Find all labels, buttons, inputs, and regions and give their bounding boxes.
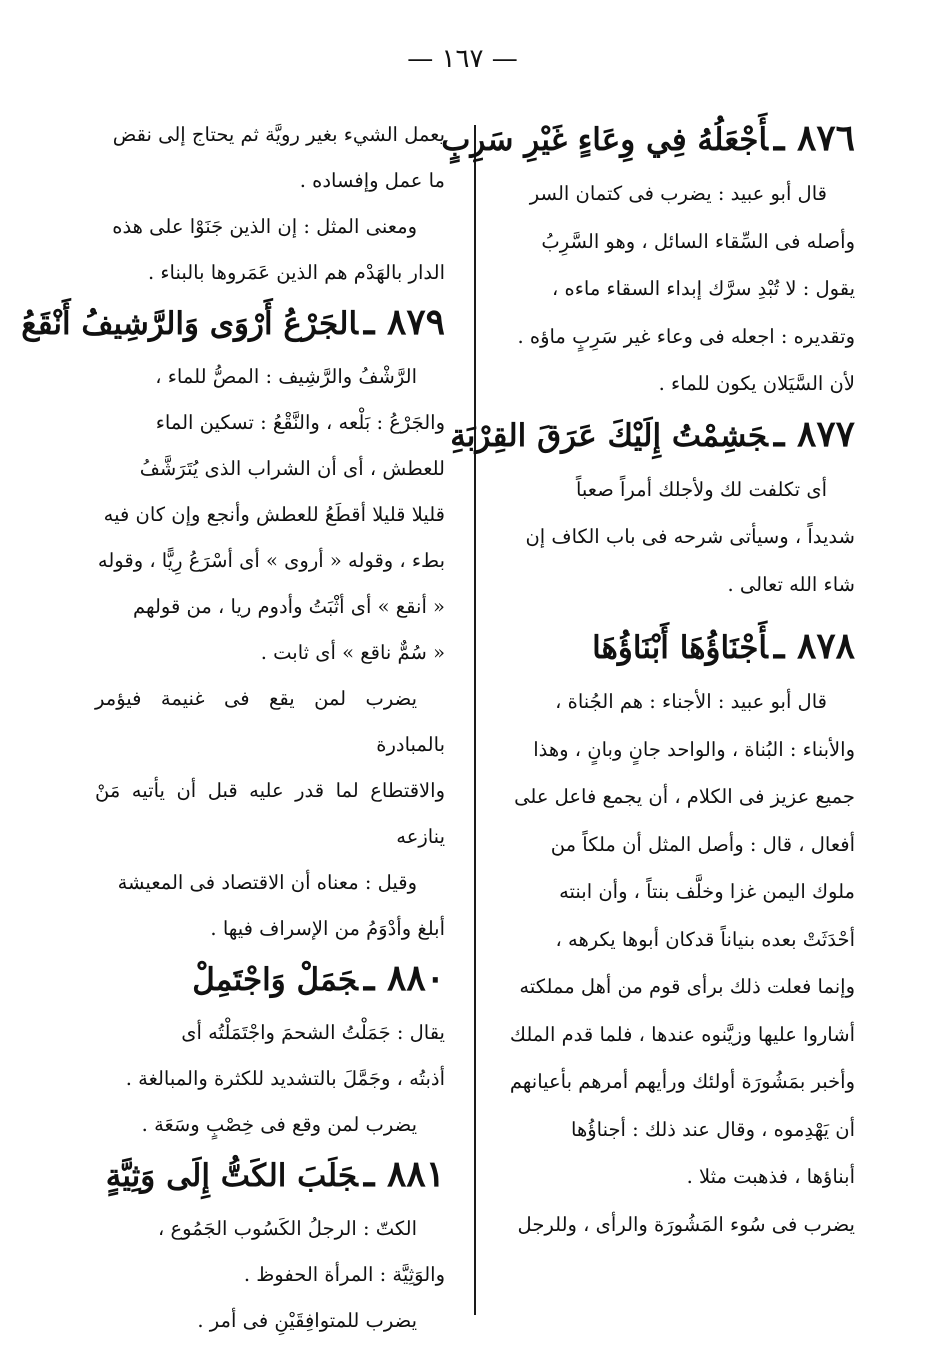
- paragraph-line: أفعال ، قال : وأصل المثل أن ملكاً من: [550, 832, 855, 856]
- paragraph-line: يعمل الشيء بغير رويَّة ثم يحتاج إلى نقض: [112, 123, 445, 146]
- paragraph-line: أبناؤها ، فذهبت مثلا .: [686, 1165, 855, 1188]
- paragraph-line: يقول : لا تُبْدِ سرَّك إبداء السقاء ماءه ،: [552, 277, 855, 300]
- paragraph-line: أحْدَثَتْ بعده بنياناً قدكان أبوها يكرهه ،: [555, 927, 855, 951]
- paragraph-line: قال أبو عبيد : يضرب فى كتمان السر: [529, 182, 827, 205]
- paragraph-line: وتقديره : اجعله فى وعاء غير سَرِبٍ ماؤه .: [517, 324, 855, 348]
- right-column: [441, 112, 855, 1248]
- paragraph-line: وأصله فى السِّقاء السائل ، وهو السَّرِبُ: [541, 229, 855, 253]
- paragraph-line: ما عمل وإفساده .: [299, 169, 445, 192]
- paragraph-line: قليلا قليلا أقطَعُ للعطش وأنجع وإن كان فيه: [103, 503, 445, 526]
- paragraph-line: لأن السَّيَلان يكون للماء .: [658, 372, 855, 395]
- paragraph-line: شديداً ، وسيأتى شرحه فى باب الكاف إن: [525, 525, 855, 548]
- entry-heading: [95, 1152, 445, 1198]
- paragraph-line: الكتّ : الرجلُ الكَسُوب الجَمُوع ،: [158, 1217, 417, 1240]
- entry-title: أَجْعَلُهُ فِي وِعَاءٍ غَيْرِ سَرِبٍ: [441, 122, 768, 158]
- paragraph-line: والأبناء : البُناة ، والواحد جانٍ وبانٍ ، وهذا: [533, 737, 855, 761]
- entry-number: ٨٧٩ ـ: [363, 301, 445, 343]
- entry-title: جَلَبَ الكَتُّ إِلَى وَثِيَّةٍ: [105, 1158, 358, 1194]
- entry-880: [95, 956, 445, 1148]
- paragraph-line: يضرب فى سُوء المَشُورَة والرأى ، وللرجل: [517, 1212, 855, 1236]
- paragraph-line: ومعنى المثل : إن الذين جَنَوْا على هذه: [112, 215, 417, 238]
- entry-877: [450, 412, 855, 609]
- entry-number: ٨٧٦ ـ: [773, 117, 855, 159]
- entry-881: [95, 1152, 445, 1344]
- paragraph-line: يضرب لمن وقع فى خِصْبٍ وسَعَة .: [141, 1113, 417, 1136]
- paragraph-line: « أنقع » أى أثْبَتُ وأدوم ريا ، من قولهم: [133, 595, 445, 618]
- paragraph-line: أبلغ وأدْوَمُ من الإسراف فيها .: [210, 917, 445, 940]
- paragraph-line: أشاروا عليها وزيَّنوه عندها ، فلما قدم الملك: [509, 1022, 855, 1046]
- paragraph-line: أن يَهْدِموه ، وقال عند ذلك : أجناؤُها: [571, 1117, 855, 1141]
- paragraph-line: ملوك اليمن غزا وخلَّف بنتاً ، وأن ابنته: [559, 880, 855, 903]
- entry-number: ٨٧٨ ـ: [773, 625, 855, 667]
- paragraph-line: يضرب لمن يقع فى غنيمة فيؤمر بالمبادرة: [95, 687, 445, 756]
- paragraph-line: الدار بالهَدْم هم الذين عَمَروها بالبناء .: [147, 261, 445, 284]
- left-column: [21, 112, 445, 1344]
- paragraph-line: والجَرْعُ : بَلْعه ، والنَّقْعُ : تسكين الماء: [155, 411, 445, 434]
- entry-878: [495, 624, 855, 1248]
- entry-number: ٨٧٧ ـ: [773, 412, 855, 455]
- paragraph-line: والاقتطاع لما قدر عليه قبل أن يأتيه مَنْ ينازعه: [95, 779, 445, 848]
- entry-heading: [441, 116, 855, 162]
- entry-number: ٨٨٠ ـ: [363, 957, 445, 999]
- entry-title: أَجْنَاؤُهَا أَبْنَاؤُهَا: [592, 630, 768, 666]
- paragraph-line: والوَثِيَّة : المرأة الحفوظ .: [243, 1263, 445, 1286]
- entry-title: جَشِمْتُ إِلَيْكَ عَرَقَ القِرْبَةِ: [450, 417, 768, 454]
- paragraph-line: يضرب للمتوافِقَيْنِ فى أمر .: [197, 1309, 417, 1332]
- paragraph-line: أى تكلفت لك ولأجلك أمراً صعباً: [575, 477, 827, 501]
- paragraph-line: الرَّشْفُ والرَّشِيف : المصُّ للماء ،: [155, 365, 417, 388]
- column-divider: [474, 125, 476, 1315]
- entry-heading: [95, 956, 445, 1002]
- paragraph-line: قال أبو عبيد : الأجناء : هم الجُناة ،: [555, 690, 827, 713]
- paragraph-line: جميع عزيز فى الكلام ، أن يجمع فاعل على: [514, 785, 855, 808]
- entry-title: جَمَلْ وَاجْتَمِلْ: [192, 962, 358, 998]
- entry-878-continuation: [95, 112, 445, 296]
- entry-number: ٨٨١ ـ: [363, 1153, 445, 1195]
- paragraph-line: بطء ، وقوله « أروى » أى أسْرَعُ رِيًّا ، وقوله: [97, 549, 445, 572]
- entry-heading: [495, 624, 855, 670]
- entry-title: الجَرْعُ أَرْوَى وَالرَّشِيفُ أَنْقَعُ: [21, 306, 358, 342]
- paragraph-line: شاء الله تعالى .: [727, 572, 855, 596]
- paragraph-line: للعطش ، أى أن الشراب الذى يُتَرَشَّفُ: [139, 457, 445, 480]
- page-number: — ١٦٧ —: [407, 44, 518, 74]
- paragraph-line: وقيل : معناه أن الاقتصاد فى المعيشة: [117, 871, 417, 894]
- entry-876: [441, 116, 855, 408]
- paragraph-line: وأخبر بمَشُورَة أولئك ورأيهم أمرهم بأعيانهم: [509, 1070, 855, 1093]
- entry-heading: [21, 300, 445, 346]
- paragraph-line: أذبتُه ، وجَمَّلَ بالتشديد للكثرة والمبالغة .: [125, 1067, 445, 1090]
- paragraph-line: يقال : جَمَلْتُ الشحمَ واجْتَمَلْتُه أى: [181, 1021, 445, 1044]
- entry-879: [21, 300, 445, 952]
- entry-heading: [450, 412, 855, 458]
- paragraph-line: وإنما فعلت ذلك برأى قوم من أهل مملكته: [519, 975, 855, 998]
- paragraph-line: « سُمٌّ ناقع » أى ثابت .: [260, 641, 445, 664]
